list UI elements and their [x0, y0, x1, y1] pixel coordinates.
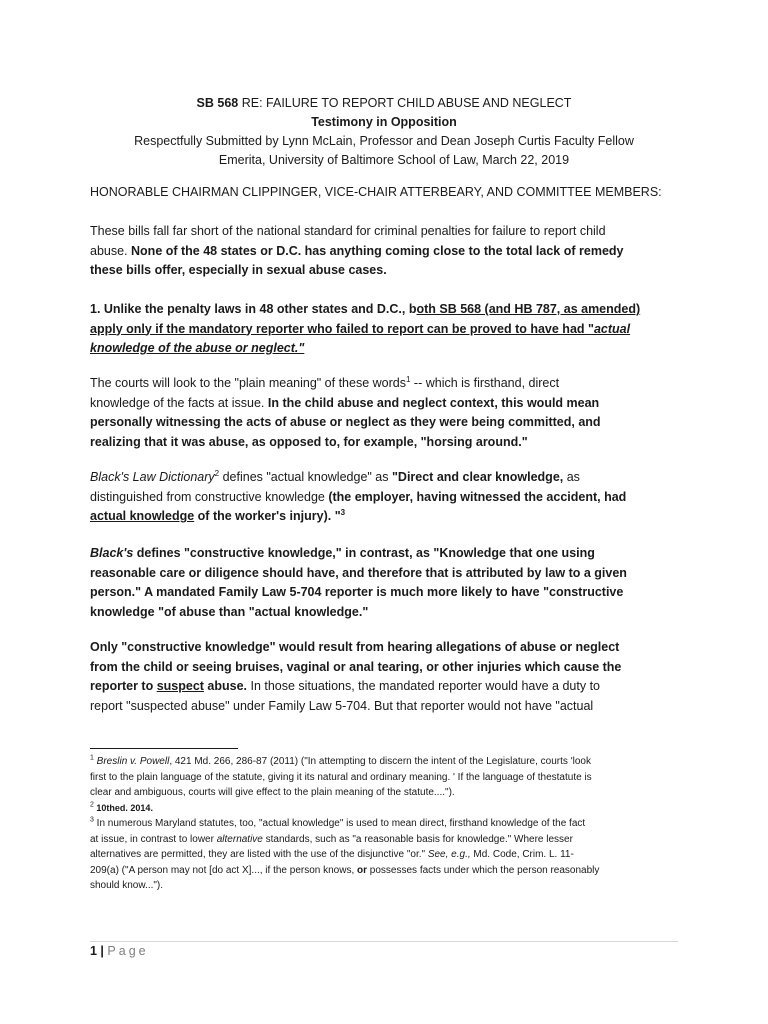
footnote-1: $^1$ Breslin v. Powell, 421 Md. 266, 286-87 (2011) ("In attempting to discern the intent of the Legislature, courts 'look [90, 754, 591, 767]
intro-paragraph: These bills fall far short of the national standard for criminal penalties for failure to report child abuse. None of the 48 states or D.C. has anything coming close to the total lack of remedy these bills offer, especially in sexual abuse cases. [90, 224, 624, 277]
page-footer: 1 | Page [90, 944, 149, 958]
footer-rule [90, 941, 678, 942]
document-header [0, 94, 768, 170]
page-label: Page [107, 944, 149, 958]
document-subtitle: Testimony in Opposition [311, 115, 457, 129]
plain-meaning-paragraph: The courts will look to the "plain meaning" of these words$^1$ -- which is firsthand, direct knowledge of the facts at issue. In the child abuse and neglect context, this would mean personally witnessing the acts of abuse or neglect as they were being committed, and realizing that it was abuse, as opposed to, for example, "horsing around." [90, 374, 601, 449]
footnote-separator [90, 748, 238, 749]
constructive-knowledge-paragraph: Black's defines "constructive knowledge," in contrast, as "Knowledge that one using reasonable care or diligence should have, and therefore that is attributed by law to a given person." A mandated Family Law 5-704 reporter is much more likely to have "constructive knowledge "of abuse than "actual knowledge." [90, 546, 627, 619]
footnote-3: $^3$ In numerous Maryland statutes, too, "actual knowledge" is used to mean direct, firsthand knowledge of the fact [90, 816, 586, 829]
actual-knowledge-paragraph: Black's Law Dictionary$^2$ defines "actual knowledge" as "Direct and clear knowledge, as distinguished from constructive knowledge (the employer, having witnessed the accident, had actual knowledge of the worker's injury). "$^3$ [90, 468, 627, 523]
footnote-ref-1[interactable]: 1 [405, 374, 411, 384]
submitted-by-line: Respectfully Submitted by Lynn McLain, Professor and Dean Joseph Curtis Faculty Fellow [134, 134, 634, 148]
salutation: HONORABLE CHAIRMAN CLIPPINGER, VICE-CHAIR ATTERBEARY, AND COMMITTEE MEMBERS: [90, 185, 662, 199]
footnotes: $^1$ Breslin v. Powell, 421 Md. 266, 286-87 (2011) ("In attempting to discern the intent of the Legislature, courts 'look first to the plain language of the statute, giving it its natural and ordinary meaning. ' If the language of thestatute is clear and ambiguous, courts will give effect to the plain meaning of the statute...."). $^2$ 10thed. 2014. $^3$ In numerous Maryland statutes, too, "actual knowledge" is used to mean direct, firsthand knowledge of the fact at issue, in contrast to lower alternative standards, such as "a reasonable basis for knowledge." Where lesser alternatives are permitted, they are listed with the use of the disjunctive "or." See, e.g., Md. Code, Crim. L. 11- 209(a) ("A person may not [do act X]..., if the person knows, or possesses facts under which the person reasonably should know..."). [90, 754, 690, 894]
footnote-ref-2[interactable]: 2 [214, 468, 220, 478]
bill-number: SB 568 [196, 96, 239, 110]
document-title: SB 568 RE: FAILURE TO REPORT CHILD ABUSE AND NEGLECT [196, 96, 572, 110]
footnote-2: $^2$ 10thed. 2014. [90, 801, 153, 813]
footnote-ref-3[interactable]: 3 [340, 507, 346, 517]
affiliation-date-line: Emerita, University of Baltimore School of Law, March 22, 2019 [218, 153, 570, 167]
only-constructive-paragraph: Only "constructive knowledge" would result from hearing allegations of abuse or neglect from the child or seeing bruises, vaginal or anal tearing, or other injuries which cause the reporter to suspect abuse. In those situations, the mandated reporter would have a duty to report "suspected abuse" under Family Law 5-704. But that reporter would not have "actual [90, 640, 622, 713]
page-number: 1 [90, 944, 97, 958]
point-1-heading: 1. Unlike the penalty laws in 48 other states and D.C., both SB 568 (and HB 787, as amended) apply only if the mandatory reporter who failed to report can be proved to have had "actual knowledge of the abuse or neglect." [90, 302, 641, 355]
